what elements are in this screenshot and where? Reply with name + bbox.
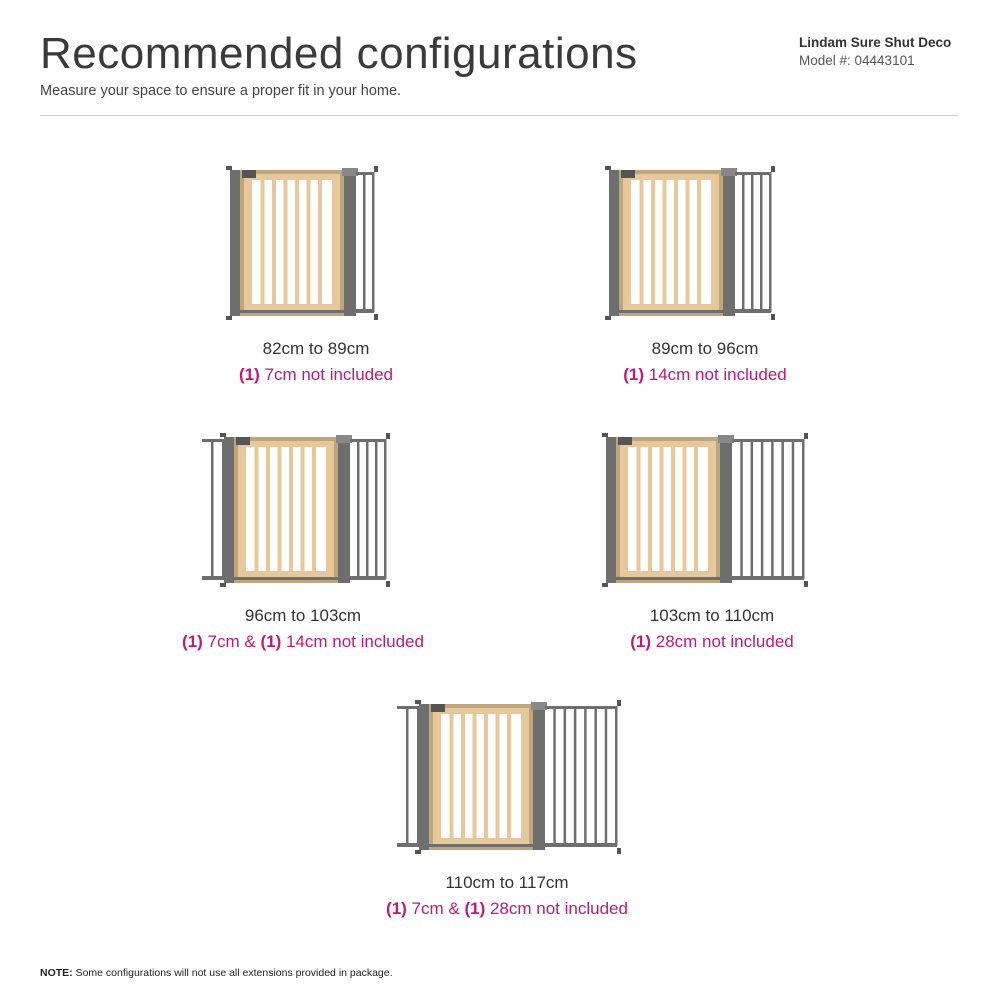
door-rail <box>620 441 716 447</box>
door-opening <box>433 708 529 846</box>
extension-right-bar <box>781 439 784 579</box>
door-slat <box>640 180 644 304</box>
post-foot <box>415 850 421 854</box>
size-range: 110cm to 117cm <box>445 873 569 892</box>
extension-left-bar <box>211 439 214 579</box>
gate-illustration <box>198 433 408 591</box>
note-text: Some configurations will not use all extensions provided in package. <box>72 967 393 979</box>
door-slat <box>312 447 316 571</box>
post-foot <box>804 581 808 587</box>
door-slat <box>507 714 511 838</box>
extension-right-bar <box>594 706 597 846</box>
extension-right-bar <box>605 706 608 846</box>
post-foot <box>226 166 232 170</box>
extension-right-bar <box>384 439 387 579</box>
size-range: 96cm to 103cm <box>244 606 362 625</box>
extension-right-bar <box>615 706 618 846</box>
extension-right-bar <box>366 439 369 579</box>
right-post <box>720 437 732 583</box>
extension-right-bar <box>740 439 743 579</box>
post-foot <box>386 581 390 587</box>
door-stile <box>238 441 246 579</box>
extension-note: (1) 14cm not included <box>623 365 787 384</box>
extension-right-bar <box>375 439 378 579</box>
door-slat <box>694 447 698 571</box>
door-slat <box>284 180 288 304</box>
gate-illustration <box>393 700 621 858</box>
post-foot <box>415 700 421 704</box>
extension-note: (1) 7cm & (1) 28cm not included <box>386 899 628 918</box>
post-foot <box>374 166 378 172</box>
door-slat <box>266 447 270 571</box>
product-name: Lindam Sure Shut Deco <box>799 35 952 50</box>
post-foot <box>386 433 390 439</box>
right-post <box>723 170 735 316</box>
left-post <box>609 170 619 316</box>
door-slat <box>648 447 652 571</box>
door-slat <box>295 180 299 304</box>
post-foot <box>771 166 775 172</box>
hinge <box>718 435 734 443</box>
size-range: 82cm to 89cm <box>262 339 370 358</box>
door-opening <box>623 174 719 312</box>
door-stile <box>521 708 529 846</box>
door-slat <box>697 180 701 304</box>
left-post <box>606 437 616 583</box>
door-opening <box>244 174 340 312</box>
extension-right-bar <box>760 172 763 312</box>
extension-note: (1) 7cm not included <box>238 365 394 384</box>
hinge <box>342 168 358 176</box>
product-model: Model #: 04443101 <box>799 53 915 68</box>
right-post <box>338 437 350 583</box>
door-stile <box>623 174 631 312</box>
door-stile <box>332 174 340 312</box>
bottom-rail <box>202 577 386 580</box>
door-slat <box>683 447 687 571</box>
door-slat <box>318 180 322 304</box>
post-foot <box>602 433 608 437</box>
header-divider <box>40 115 958 116</box>
door-slat <box>651 180 655 304</box>
bottom-rail <box>609 310 771 313</box>
gate-illustration <box>605 166 805 324</box>
config-110-117 <box>357 700 657 922</box>
door-slat <box>674 180 678 304</box>
door-stile <box>326 441 334 579</box>
door-stile <box>620 441 628 579</box>
extension-right-bar <box>802 439 805 579</box>
post-foot <box>771 314 775 320</box>
bottom-rail <box>230 310 374 313</box>
extension-right-bar <box>761 439 764 579</box>
page-title: Recommended configurations <box>40 29 638 78</box>
door-rail <box>244 174 340 180</box>
extension-right-bar <box>584 706 587 846</box>
hinge <box>531 702 547 710</box>
door-slat <box>496 714 500 838</box>
door-opening <box>238 441 334 579</box>
extension-right-bar <box>564 706 567 846</box>
door-opening <box>620 441 716 579</box>
right-post <box>344 170 356 316</box>
door-stile <box>244 174 252 312</box>
bottom-rail <box>397 844 617 847</box>
post-foot <box>617 848 621 854</box>
hinge <box>721 168 737 176</box>
door-slat <box>255 447 259 571</box>
door-slat <box>663 180 667 304</box>
post-foot <box>605 316 611 320</box>
door-slat <box>307 180 311 304</box>
door-stile <box>708 441 716 579</box>
door-slat <box>671 447 675 571</box>
extension-right-bar <box>751 439 754 579</box>
gate-illustration <box>602 433 822 591</box>
hinge <box>336 435 352 443</box>
config-103-110 <box>562 433 862 655</box>
extension-right-bar <box>357 439 360 579</box>
door-slat <box>473 714 477 838</box>
door-stile <box>711 174 719 312</box>
extension-left-bar <box>406 706 409 846</box>
latch <box>242 170 256 178</box>
post-foot <box>374 314 378 320</box>
extension-right-bar <box>771 439 774 579</box>
latch <box>618 437 632 445</box>
door-stile <box>433 708 441 846</box>
config-96-103 <box>153 433 453 655</box>
page-subtitle: Measure your space to ensure a proper fit in your home. <box>40 83 402 99</box>
door-slat <box>660 447 664 571</box>
extension-right-bar <box>769 172 772 312</box>
post-foot <box>602 583 608 587</box>
extension-right-bar <box>792 439 795 579</box>
post-foot <box>605 166 611 170</box>
door-slat <box>272 180 276 304</box>
door-slat <box>484 714 488 838</box>
left-post <box>224 437 234 583</box>
footnote <box>40 967 393 979</box>
door-slat <box>450 714 454 838</box>
config-82-89 <box>166 166 466 388</box>
post-foot <box>226 316 232 320</box>
door-rail <box>433 708 529 714</box>
door-slat <box>289 447 293 571</box>
extension-right-bar <box>553 706 556 846</box>
extension-right-bar <box>742 172 745 312</box>
left-post <box>419 704 429 850</box>
door-slat <box>278 447 282 571</box>
door-rail <box>623 174 719 180</box>
size-range: 103cm to 110cm <box>649 606 775 625</box>
extension-note: (1) 28cm not included <box>630 632 794 651</box>
latch <box>621 170 635 178</box>
door-slat <box>686 180 690 304</box>
door-slat <box>261 180 265 304</box>
right-post <box>533 704 545 850</box>
post-foot <box>617 700 621 706</box>
door-slat <box>461 714 465 838</box>
door-rail <box>238 441 334 447</box>
extension-right-bar <box>372 172 375 312</box>
product-info <box>799 34 971 70</box>
extension-right-bar <box>751 172 754 312</box>
left-post <box>230 170 240 316</box>
bottom-rail <box>606 577 804 580</box>
post-foot <box>220 583 226 587</box>
latch <box>236 437 250 445</box>
post-foot <box>804 433 808 439</box>
config-89-96 <box>555 166 855 388</box>
door-slat <box>301 447 305 571</box>
note-label: NOTE: <box>40 967 73 979</box>
door-slat <box>637 447 641 571</box>
gate-illustration <box>226 166 406 324</box>
size-range: 89cm to 96cm <box>651 339 759 358</box>
extension-right-bar <box>363 172 366 312</box>
extension-right-bar <box>574 706 577 846</box>
post-foot <box>220 433 226 437</box>
latch <box>431 704 445 712</box>
extension-note: (1) 7cm & (1) 14cm not included <box>182 632 424 651</box>
